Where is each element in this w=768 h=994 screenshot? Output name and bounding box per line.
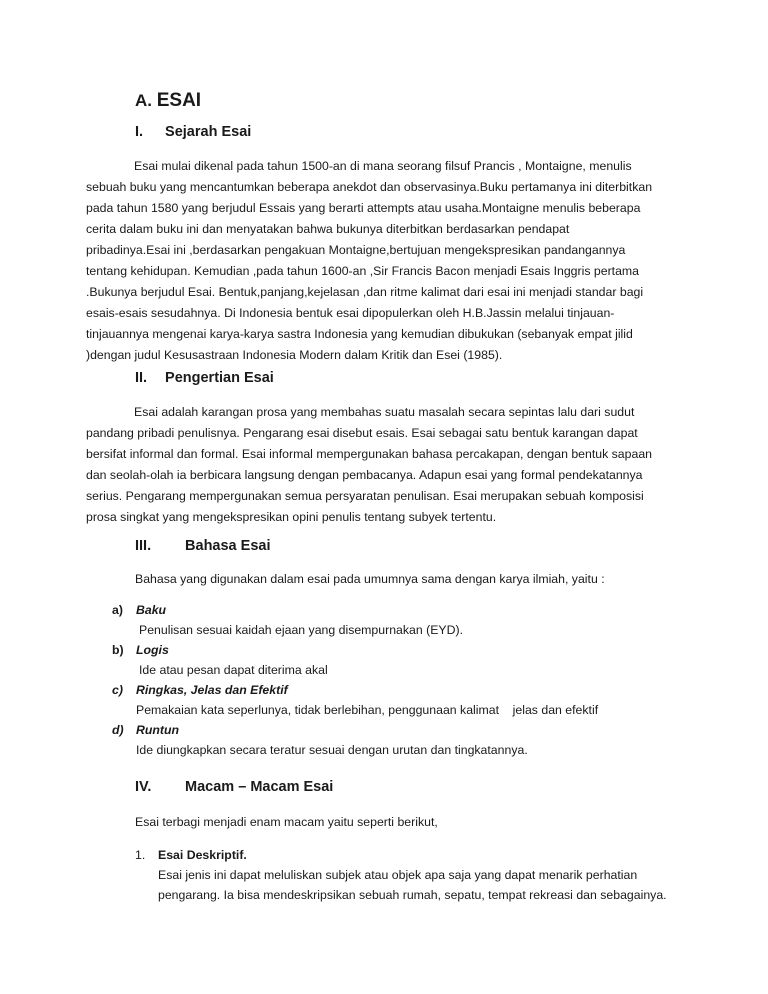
list-description: Pemakaian kata seperlunya, tidak berlebihan, penggunaan kalimat jelas dan efektif xyxy=(136,703,599,717)
paragraph-line: pandang pribadi penulisnya. Pengarang esai disebut esais. Esai sebagai satu bentuk karangan dapat xyxy=(86,426,638,440)
list-marker: b) xyxy=(112,643,124,657)
list-term: Runtun xyxy=(136,723,180,737)
list-marker: a) xyxy=(112,603,123,617)
paragraph-line: )dengan judul Kesusastraan Indonesia Modern dalam Kritik dan Esei (1985). xyxy=(86,348,503,362)
paragraph-line: pengarang. Ia bisa mendeskripsikan sebuah rumah, sepatu, tempat rekreasi dan sebagainya. xyxy=(158,888,667,902)
list-term: Baku xyxy=(136,603,167,617)
section-heading-bahasa xyxy=(135,536,270,557)
section-number: I. xyxy=(135,124,144,140)
list-marker: c) xyxy=(112,683,123,697)
section-number: III. xyxy=(135,538,152,554)
paragraph-line: esais-esais sesudahnya. Di Indonesia bentuk esai dipopulerkan oleh H.B.Jassin melalui tinjauan- xyxy=(86,306,615,320)
paragraph-line: prosa singkat yang mengekspresikan opini penulis tentang subyek tertentu. xyxy=(86,510,497,524)
list-term: Ringkas, Jelas dan Efektif xyxy=(136,683,288,697)
paragraph-line: tentang kehidupan. Kemudian ,pada tahun 1600-an ,Sir Francis Bacon menjadi Esais Inggris pertama xyxy=(86,264,640,278)
list-term: Logis xyxy=(136,643,169,657)
paragraph-line: sebuah buku yang mencantumkan beberapa anekdot dan observasinya.Buku pertamanya ini diterbitkan xyxy=(86,180,653,194)
section-number: II. xyxy=(135,370,148,386)
list-term: Esai Deskriptif. xyxy=(158,848,247,862)
title-text: ESAI xyxy=(156,90,202,111)
paragraph-line: tinjauannya mengenai karya-karya sastra Indonesia yang kemudian dibukukan (sebanyak empat jilid xyxy=(86,327,633,341)
section-intro: Bahasa yang digunakan dalam esai pada umumnya sama dengan karya ilmiah, yaitu : xyxy=(135,572,605,586)
paragraph-line: cerita dalam buku ini dan menyatakan bahwa bukunya diterbitkan berdasarkan pendapat xyxy=(86,222,570,236)
list-description: Penulisan sesuai kaidah ejaan yang disempurnakan (EYD). xyxy=(139,623,464,637)
paragraph-line: bersifat informal dan formal. Esai informal mempergunakan bahasa percakapan, dengan bentuk sapaan xyxy=(86,447,652,461)
section-title: Bahasa Esai xyxy=(185,538,271,554)
section-title: Pengertian Esai xyxy=(165,370,274,386)
document-title xyxy=(135,90,201,111)
paragraph-line: dan seolah-olah ia berbicara langsung dengan pembacanya. Adapun esai yang formal pendekatannya xyxy=(86,468,643,482)
section-title: Macam – Macam Esai xyxy=(185,779,334,795)
title-prefix: A. xyxy=(135,91,152,110)
paragraph-line: Esai jenis ini dapat meluliskan subjek atau objek apa saja yang dapat menarik perhatian xyxy=(158,868,638,882)
paragraph-line: pribadinya.Esai ini ,berdasarkan pengakuan Montaigne,bertujuan mengekspresikan pandangannya xyxy=(86,243,626,257)
section-title: Sejarah Esai xyxy=(165,124,252,140)
paragraph-line: Esai adalah karangan prosa yang membahas suatu masalah secara sepintas lalu dari sudut xyxy=(134,405,635,419)
list-description: Ide atau pesan dapat diterima akal xyxy=(139,663,328,677)
section-number: IV. xyxy=(135,779,152,795)
paragraph-line: .Bukunya berjudul Esai. Bentuk,panjang,kejelasan ,dan ritme kalimat dari esai ini menjadi standar bagi xyxy=(86,285,644,299)
paragraph-line: serius. Pengarang mempergunakan semua persyaratan penulisan. Esai merupakan sebuah komposisi xyxy=(86,489,644,503)
paragraph-line: Esai mulai dikenal pada tahun 1500-an di mana seorang filsuf Prancis , Montaigne, menulis xyxy=(134,159,632,173)
section-heading-sejarah xyxy=(135,122,251,143)
section-heading-pengertian xyxy=(135,368,274,389)
section-intro: Esai terbagi menjadi enam macam yaitu seperti berikut, xyxy=(135,815,438,829)
list-marker: d) xyxy=(112,723,124,737)
list-marker: 1. xyxy=(135,848,146,862)
section-heading-macam xyxy=(135,777,333,798)
list-description: Ide diungkapkan secara teratur sesuai dengan urutan dan tingkatannya. xyxy=(136,743,528,757)
paragraph-line: pada tahun 1580 yang berjudul Essais yang berarti attempts atau usaha.Montaigne menulis beberapa xyxy=(86,201,641,215)
